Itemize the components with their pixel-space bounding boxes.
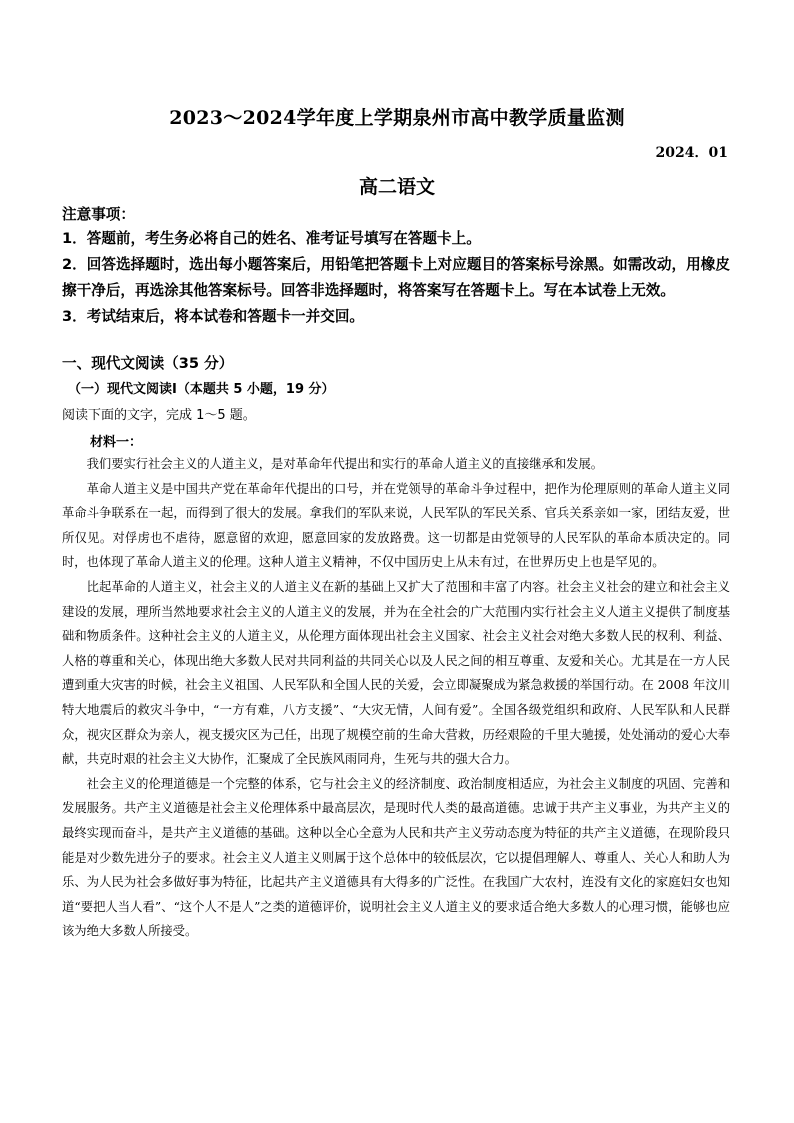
notes-block [62, 204, 730, 330]
subject-title: 高二语文 [358, 176, 435, 198]
paragraph: 革命人道主义是中国共产党在革命年代提出的口号，并在党领导的革命斗争过程中，把作为伦理原则的革命人道主义同革命斗争联系在一起，而得到了很大的发展。拿我们的军队来说，人民军队的军民关系、官兵关系亲如一家，团结友爱，世所仅见。对俘虏也不虐待，愿意留的欢迎，愿意回家的发放路费。这一切都是由党领导的人民军队的革命本质决定的。同时，也体现了革命人道主义的伦理。这种人道主义精神，不仅中国历史上从未有过，在世界历史上也是罕见的。 [62, 481, 730, 570]
material-text [62, 452, 730, 944]
paragraph: 比起革命的人道主义，社会主义的人道主义在新的基础上又扩大了范围和丰富了内容。社会主义社会的建立和社会主义建设的发展，理所当然地要求社会主义的人道主义的发展，并为在全社会的广大范围内实行社会主义人道主义提供了制度基础和物质条件。这种社会主义的人道主义，从伦理方面体现出社会主义国家、社会主义社会对绝大多数人民的权利、利益、人格的尊重和关心，体现出绝大多数人民对共同利益的共同关心以及人民之间的相互尊重、友爱和关心。尤其是在一方人民遭到重大灾害的时候，社会主义祖国、人民军队和全国人民的关爱，会立即凝聚成为紧急救援的举国行动。在 2008 年汶川特大地震后的救灾斗争中，“一方有难，八方支援”、“大灾无情，人间有爱”。全国各级党组织和政府、人民军队和人民群众，视灾区群众为亲人，视支援灾区为己任，出现了规模空前的生命大营救，历经艰险的千里大驰援，处处涌动的爱心大奉献，共克时艰的社会主义大协作，汇聚成了全民族风雨同舟，生死与共的强大合力。 [62, 579, 730, 767]
paragraph: 社会主义的伦理道德是一个完整的体系，它与社会主义的经济制度、政治制度相适应，为社会主义制度的巩固、完善和发展服务。共产主义道德是社会主义伦理体系中最高层次，是现时代人类的最高道德。忠诚于共产主义事业，为共产主义的最终实现而奋斗，是共产主义道德的基础。这种以全心全意为人民和共产主义劳动态度为特征的共产主义道德，在现阶段只能是对少数先进分子的要求。社会主义人道主义则属于这个总体中的较低层次，它以提倡理解人、尊重人、关心人和助人为乐、为人民为社会多做好事为特征，比起共产主义道德具有大得多的广泛性。在我国广大农村，连没有文化的家庭妇女也知道“要把人当人看”、“这个人不是人”之类的道德评价，说明社会主义人道主义的要求适合绝大多数人的心理习惯，能够也应该为绝大多数人所接受。 [62, 776, 730, 939]
exam-title: 2023～2024学年度上学期泉州市高中教学质量监测 [169, 107, 625, 129]
paragraph: 我们要实行社会主义的人道主义，是对革命年代提出和实行的革命人道主义的直接继承和发展。 [86, 457, 604, 471]
note-item-3: 3．考试结束后，将本试卷和答题卡一并交回。 [62, 308, 365, 325]
section-subheading: （一）现代文阅读Ⅰ（本题共 5 小题，19 分） [68, 382, 335, 397]
exam-date: 2024．01 [655, 145, 728, 161]
note-item-2: 2．回答选择题时，选出每小题答案后，用铅笔把答题卡上对应题目的答案标号涂黑。如需改动，用橡皮擦干净后，再选涂其他答案标号。回答非选择题时，将答案写在答题卡上。写在本试卷上无效。 [62, 256, 730, 299]
notes-heading: 注意事项： [62, 206, 135, 223]
reading-instruction: 阅读下面的文字，完成 1～5 题。 [62, 408, 256, 423]
material-label: 材料一： [90, 435, 143, 450]
section-heading: 一、现代文阅读（35 分） [62, 355, 234, 372]
note-item-1: 1．答题前，考生务必将自己的姓名、准考证号填写在答题卡上。 [62, 230, 481, 247]
